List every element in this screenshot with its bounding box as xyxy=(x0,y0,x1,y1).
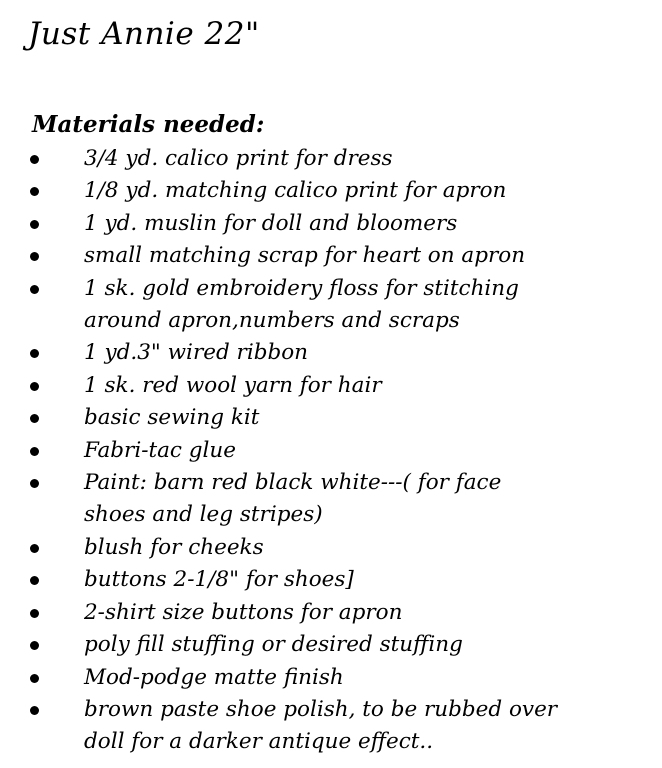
list-item xyxy=(0,337,662,369)
item-text: 1 sk. red wool yarn for hair xyxy=(84,372,382,398)
bullet-icon xyxy=(30,576,39,585)
bullet-icon xyxy=(30,479,39,488)
item-text-continued: shoes and leg stripes) xyxy=(84,502,323,528)
materials-heading: Materials needed: xyxy=(32,111,265,138)
list-item xyxy=(0,467,662,532)
bullet-icon xyxy=(30,220,39,229)
bullet-icon xyxy=(30,285,39,294)
materials-list xyxy=(0,143,662,759)
list-item xyxy=(0,402,662,434)
item-text-continued: around apron,numbers and scraps xyxy=(84,308,460,334)
item-text: 3/4 yd. calico print for dress xyxy=(84,146,393,171)
bullet-icon xyxy=(30,674,39,683)
list-item xyxy=(0,564,662,596)
bullet-icon xyxy=(30,609,39,618)
document-title: Just Annie 22" xyxy=(28,16,260,52)
list-item xyxy=(0,273,662,338)
list-item xyxy=(0,240,662,272)
item-text: 1 yd.3" wired ribbon xyxy=(84,340,309,366)
item-text: small matching scrap for heart on apron xyxy=(84,243,526,269)
bullet-icon xyxy=(30,382,39,391)
item-text: Fabri-tac glue xyxy=(84,437,237,463)
bullet-icon xyxy=(30,641,39,650)
bullet-icon xyxy=(30,414,39,423)
item-text: 2-shirt size buttons for apron xyxy=(84,599,403,625)
bullet-icon xyxy=(30,252,39,261)
list-item xyxy=(0,597,662,629)
item-text: 1 sk. gold embroidery floss for stitching xyxy=(84,275,519,301)
bullet-icon xyxy=(30,544,39,553)
item-text: Paint: barn red black white---( for face xyxy=(84,470,502,496)
list-item xyxy=(0,370,662,402)
item-text: blush for cheeks xyxy=(84,534,264,560)
list-item xyxy=(0,694,662,759)
list-item xyxy=(0,532,662,564)
list-item xyxy=(0,208,662,240)
item-text: brown paste shoe polish, to be rubbed over xyxy=(84,696,558,722)
item-text-continued: doll for a darker antique effect.. xyxy=(84,729,434,755)
bullet-icon xyxy=(30,187,39,196)
bullet-icon xyxy=(30,447,39,456)
list-item xyxy=(0,143,662,175)
item-text: buttons 2-1/8" for shoes] xyxy=(84,567,354,593)
bullet-icon xyxy=(30,706,39,715)
list-item xyxy=(0,435,662,467)
item-text: 1 yd. muslin for doll and bloomers xyxy=(84,210,458,236)
bullet-icon xyxy=(30,349,39,358)
list-item xyxy=(0,629,662,661)
item-text: 1/8 yd. matching calico print for apron xyxy=(84,178,507,204)
item-text: basic sewing kit xyxy=(84,405,260,431)
item-text: poly fill stuffing or desired stuffing xyxy=(84,632,463,658)
bullet-icon xyxy=(30,155,39,164)
list-item xyxy=(0,175,662,207)
item-text: Mod-podge matte finish xyxy=(84,664,344,690)
list-item xyxy=(0,662,662,694)
